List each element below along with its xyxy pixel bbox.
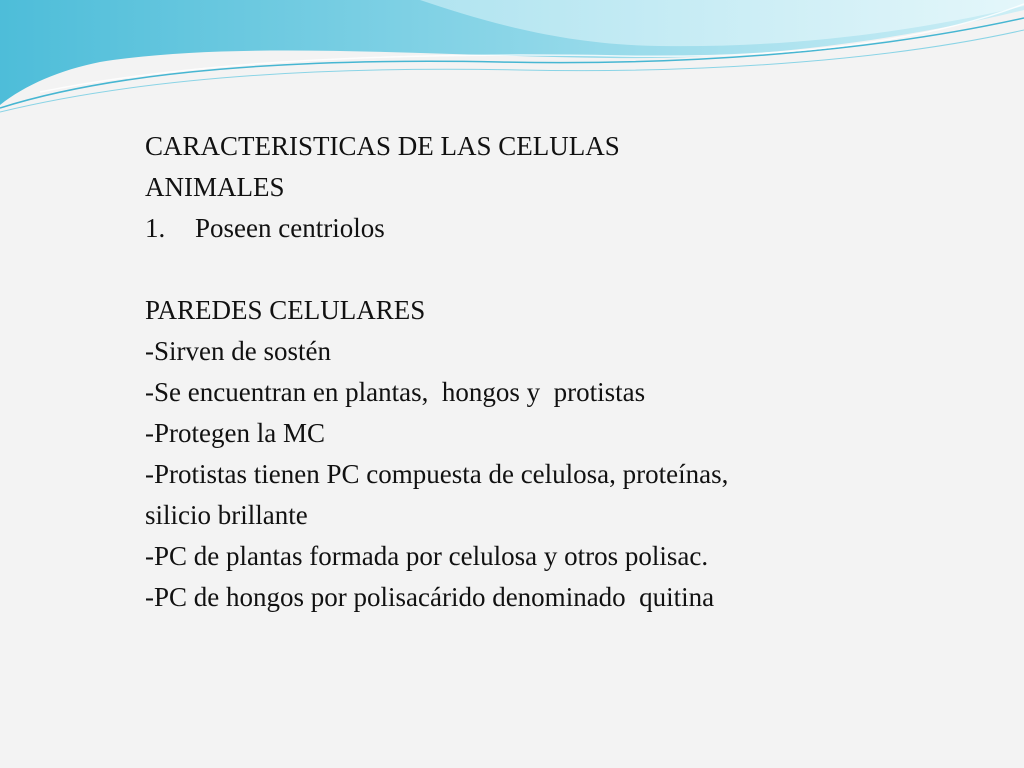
bullet-4-continued: silicio brillante (145, 500, 308, 530)
bullet-4: -Protistas tienen PC compuesta de celulosa, proteínas, (145, 459, 729, 489)
bullet-1: -Sirven de sostén (145, 336, 331, 366)
slide-body (145, 126, 965, 618)
list-item (145, 208, 965, 249)
heading-line-1: CARACTERISTICAS DE LAS CELULAS (145, 131, 620, 161)
list-number: 1. (145, 213, 166, 243)
list-text: Poseen centriolos (195, 213, 385, 243)
bullet-5: -PC de plantas formada por celulosa y otros polisac. (145, 541, 709, 571)
decorative-wave (0, 0, 1024, 120)
spacer (145, 249, 965, 290)
heading-line-2: ANIMALES (145, 172, 285, 202)
bullet-3: -Protegen la MC (145, 418, 325, 448)
section-title: PAREDES CELULARES (145, 295, 426, 325)
bullet-2: -Se encuentran en plantas, hongos y protistas (145, 377, 646, 407)
bullet-6: -PC de hongos por polisacárido denominado quitina (145, 582, 715, 612)
